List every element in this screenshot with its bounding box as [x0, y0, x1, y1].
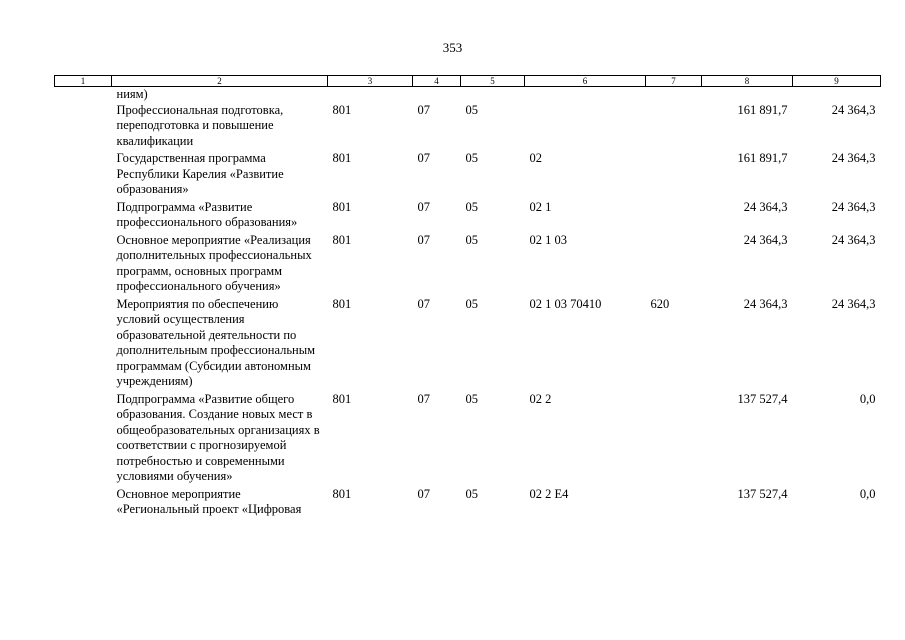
row-code-4: 07	[417, 151, 430, 165]
row-amount-8: 137 527,4	[737, 486, 788, 501]
row-code-5: 05	[465, 296, 478, 311]
row-amount-8: 137 527,4	[737, 391, 788, 406]
row-name: Профессиональная подготовка, переподготовка и повышение квалификации	[116, 102, 284, 148]
row-code-7	[646, 487, 702, 520]
column-header-7: 7	[646, 76, 702, 87]
row-name: Основное мероприятие «Региональный проект «Цифровая	[116, 486, 302, 516]
table-row	[55, 392, 881, 487]
row-code-5: 05	[465, 199, 478, 214]
row-code-4: 07	[417, 296, 430, 311]
row-name: Подпрограмма «Развитие общего образования. Создание новых мест в общеобразовательных организациях в соответствии с прогнозируемой потребностью и современными условиями обучения»	[116, 391, 320, 483]
row-code-3: 801	[332, 486, 352, 501]
continuation-text: ниям)	[116, 87, 148, 101]
row-code-5: 05	[465, 151, 478, 165]
column-header-4: 4	[413, 76, 461, 87]
row-code-7	[646, 200, 702, 233]
page-number: 353	[442, 40, 463, 55]
column-header-1: 1	[55, 76, 112, 87]
row-name: Мероприятия по обеспечению условий осуществления образовательной деятельности по дополнительным профессиональным программам (Субсидии автономным учреждениям)	[116, 296, 316, 388]
table-row	[55, 487, 881, 520]
table-header-row	[55, 76, 881, 87]
row-amount-9: 0,0	[859, 486, 876, 501]
column-header-6: 6	[525, 76, 646, 87]
row-code-6: 02 1	[529, 199, 552, 214]
row-code-4: 07	[417, 199, 430, 214]
row-code-4: 07	[417, 486, 430, 501]
row-amount-9: 24 364,3	[831, 151, 876, 165]
table-row	[55, 200, 881, 233]
row-code-4: 07	[417, 232, 430, 247]
row-code-6: 02 1 03	[529, 232, 567, 247]
row-code-7: 620	[650, 296, 670, 311]
row-code-7	[646, 103, 702, 152]
row-code-5: 05	[465, 391, 478, 406]
row-name: Государственная программа Республики Карелия «Развитие образования»	[116, 151, 284, 196]
table-row	[55, 151, 881, 200]
row-code-5: 05	[465, 102, 478, 117]
row-amount-9: 24 364,3	[831, 199, 876, 214]
row-code-6: 02 1 03 70410	[529, 296, 602, 311]
column-header-9: 9	[793, 76, 881, 87]
row-amount-9: 24 364,3	[831, 232, 876, 247]
table-row-continuation	[55, 87, 881, 103]
row-code-7	[646, 151, 702, 200]
row-code-3: 801	[332, 391, 352, 406]
row-code-3: 801	[332, 232, 352, 247]
row-amount-8: 24 364,3	[743, 199, 788, 214]
row-code-5: 05	[465, 486, 478, 501]
table-row	[55, 103, 881, 152]
row-code-7	[646, 392, 702, 487]
table-row	[55, 297, 881, 392]
row-code-4: 07	[417, 102, 430, 117]
row-amount-8: 24 364,3	[743, 296, 788, 311]
row-code-6: 02 2 E4	[529, 486, 569, 501]
row-name: Основное мероприятие «Реализация дополнительных профессиональных программ, основных программ профессионального обучения»	[116, 232, 312, 293]
row-name: Подпрограмма «Развитие профессионального образования»	[116, 199, 298, 229]
table-row	[55, 233, 881, 297]
column-header-8: 8	[702, 76, 793, 87]
row-amount-8: 161 891,7	[737, 102, 788, 117]
column-header-3: 3	[328, 76, 413, 87]
row-code-3: 801	[332, 102, 352, 117]
row-code-6: 02 2	[529, 391, 552, 406]
row-code-3: 801	[332, 151, 352, 165]
row-code-7	[646, 233, 702, 297]
column-header-2: 2	[112, 76, 328, 87]
row-code-5: 05	[465, 232, 478, 247]
row-code-3: 801	[332, 199, 352, 214]
row-amount-8: 161 891,7	[737, 151, 788, 165]
row-amount-9: 0,0	[859, 391, 876, 406]
row-code-4: 07	[417, 391, 430, 406]
row-amount-8: 24 364,3	[743, 232, 788, 247]
row-amount-9: 24 364,3	[831, 296, 876, 311]
budget-table	[54, 75, 881, 520]
row-code-6: 02	[529, 151, 542, 165]
column-header-5: 5	[461, 76, 525, 87]
row-code-3: 801	[332, 296, 352, 311]
row-code-6	[525, 103, 646, 152]
row-amount-9: 24 364,3	[831, 102, 876, 117]
